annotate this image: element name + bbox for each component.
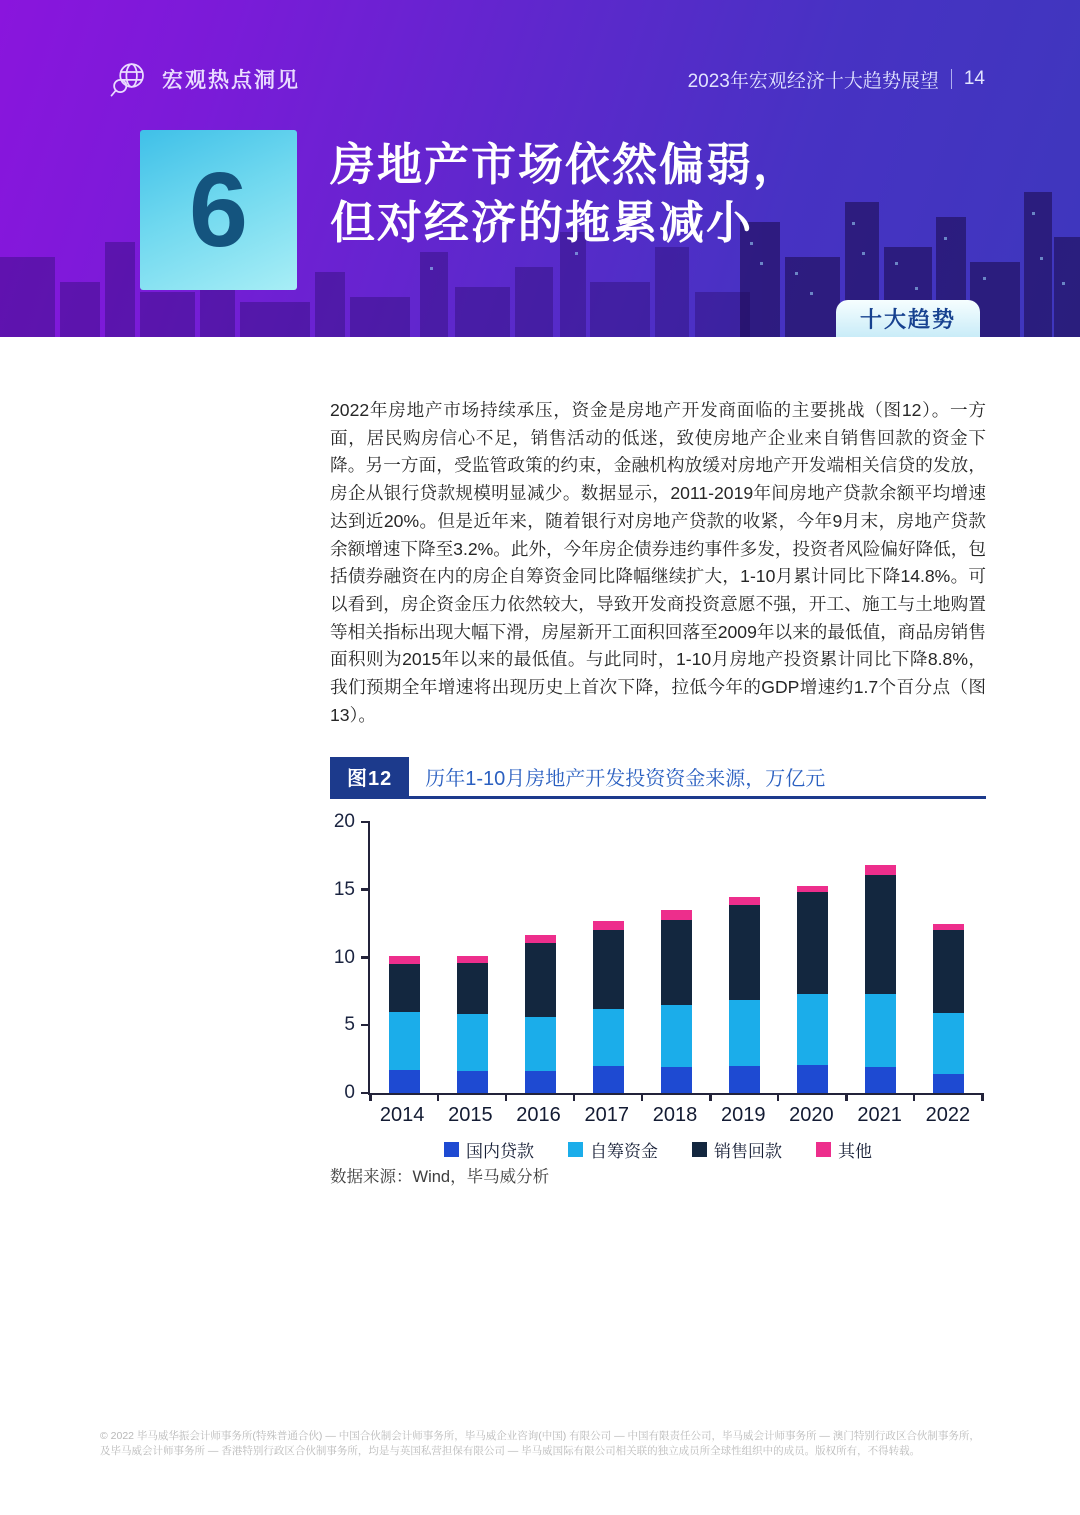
bar-segment	[933, 1074, 964, 1093]
x-axis-category-label: 2022	[925, 1104, 971, 1126]
y-axis-tick-mark	[361, 888, 370, 891]
legend-label: 国内贷款	[466, 1142, 534, 1161]
bar-segment	[933, 1013, 964, 1074]
bar-cell-2017	[574, 822, 642, 1093]
doc-title: 2023年宏观经济十大趋势展望	[687, 70, 939, 92]
page-number: 14	[963, 68, 985, 89]
x-axis-tick-mark	[777, 1093, 780, 1101]
x-axis-tick-mark	[913, 1093, 916, 1101]
x-axis-category-label: 2017	[584, 1104, 630, 1126]
y-axis-tick-mark	[361, 821, 370, 824]
stacked-bar-2015	[457, 956, 488, 1093]
x-axis-tick-mark	[437, 1093, 440, 1101]
legend-label: 其他	[838, 1142, 872, 1161]
stacked-bar-2018	[661, 910, 692, 1093]
separator	[951, 69, 952, 89]
x-axis-category-label: 2020	[789, 1104, 834, 1126]
bar-segment	[593, 921, 624, 930]
bar-segment	[525, 1071, 556, 1093]
figure-label: 图12	[330, 757, 409, 796]
x-axis-tick-mark	[369, 1093, 372, 1101]
bar-cell-2015	[438, 822, 506, 1093]
legend-swatch	[692, 1142, 707, 1157]
legend-item	[692, 1137, 782, 1162]
bar-segment	[865, 994, 896, 1067]
y-axis-tick-mark	[361, 956, 370, 959]
legend-item	[568, 1137, 658, 1162]
legend-label: 自筹资金	[590, 1142, 658, 1161]
y-axis-tick-label: 5	[344, 1014, 355, 1036]
x-axis-category-label: 2019	[720, 1104, 766, 1126]
y-axis-tick-label: 15	[333, 878, 355, 900]
data-source: 数据来源：Wind，毕马威分析	[330, 1168, 550, 1186]
bar-segment	[933, 924, 964, 931]
legend-item	[444, 1137, 534, 1162]
page-header	[108, 58, 985, 100]
x-axis-category-label: 2021	[857, 1104, 902, 1126]
bar-segment	[661, 1005, 692, 1067]
bar-segment	[593, 930, 624, 1009]
trend-title-line1: 房地产市场依然偏弱，	[330, 139, 801, 190]
trend-number: 6	[189, 150, 248, 269]
x-axis-tick-mark	[845, 1093, 848, 1101]
x-axis-tick-mark	[709, 1093, 712, 1101]
stacked-bar-2019	[729, 897, 760, 1093]
bar-segment	[457, 1071, 488, 1093]
trend-number-box	[140, 130, 297, 290]
figure-header	[330, 757, 986, 799]
bar-segment	[457, 956, 488, 963]
body-paragraph: 2022年房地产市场持续承压，资金是房地产开发商面临的主要挑战（图12）。一方面，居民购房信心不足，销售活动的低迷，致使房地产企业来自销售回款的资金下降。另一方面，受监管政策的约束，金融机构放缓对房地产开发端相关信贷的发放，房企从银行贷款规模明显减少。数据显示，2011-2019年间房地产贷款余额平均增速达到近20%。但是近年来，随着银行对房地产贷款的收紧，今年9月末，房地产贷款余额增速下降至3.2%。此外，今年房企债券违约事件多发，投资者风险偏好降低，包括债券融资在内的房企自筹资金同比降幅继续扩大，1-10月累计同比下降14.8%。可以看到，房企资金压力依然较大，导致开发商投资意愿不强，开工、施工与土地购置等相关指标出现大幅下滑，房屋新开工面积回落至2009年以来的最低值，商品房销售面积则为2015年以来的最低值。与此同时，1-10月房地产投资累计同比下降8.8%，我们预期全年增速将出现历史上首次下降，拉低今年的GDP增速约1.7个百分点（图13）。	[330, 400, 986, 725]
bar-cell-2019	[710, 822, 778, 1093]
chart-plot	[333, 811, 982, 1103]
x-axis-tick-mark	[505, 1093, 508, 1101]
bar-segment	[457, 963, 488, 1014]
bar-group	[370, 822, 982, 1093]
bar-cell-2016	[506, 822, 574, 1093]
bar-cell-2022	[914, 822, 982, 1093]
y-axis-tick-label: 10	[333, 946, 355, 968]
bar-segment	[865, 1067, 896, 1093]
stacked-bar-2016	[525, 935, 556, 1094]
bar-segment	[457, 1014, 488, 1071]
ten-trends-badge: 十大趋势	[836, 300, 980, 337]
x-axis-tick-mark	[573, 1093, 576, 1101]
bar-segment	[661, 1067, 692, 1093]
bar-segment	[525, 935, 556, 943]
bar-segment	[593, 1066, 624, 1093]
footer-line2: 及毕马威会计师事务所 — 香港特别行政区合伙制事务所，均是与英国私营担保有限公司 — 毕马威国际有限公司相关联的独立成员所全球性组织中的成员。版权所有，不得转载。	[100, 1445, 921, 1457]
y-axis-tick-label: 0	[344, 1082, 355, 1103]
globe-magnifier-icon	[108, 58, 150, 100]
bar-segment	[865, 875, 896, 994]
trend-title-line2: 但对经济的拖累减小	[330, 197, 754, 248]
bar-segment	[389, 956, 420, 964]
bar-segment	[865, 865, 896, 874]
legend-swatch	[816, 1142, 831, 1157]
bar-segment	[389, 964, 420, 1011]
legend-swatch	[568, 1142, 583, 1157]
bar-cell-2014	[370, 822, 438, 1093]
bar-cell-2018	[642, 822, 710, 1093]
bar-segment	[729, 1066, 760, 1093]
chart-x-labels	[368, 1104, 982, 1127]
bar-segment	[797, 892, 828, 994]
logo-text: 宏观热点洞见	[162, 69, 300, 92]
chart-legend	[330, 1137, 986, 1162]
legend-swatch	[444, 1142, 459, 1157]
stacked-bar-2014	[389, 956, 420, 1093]
bar-segment	[525, 1017, 556, 1071]
x-axis-tick-mark	[981, 1093, 984, 1101]
bar-segment	[729, 897, 760, 905]
x-axis-category-label: 2016	[516, 1104, 561, 1126]
bar-segment	[729, 905, 760, 1000]
legend-label: 销售回款	[714, 1142, 782, 1161]
stacked-bar-2021	[865, 865, 896, 1093]
x-axis-tick-mark	[641, 1093, 644, 1101]
bar-segment	[797, 994, 828, 1064]
figure-title: 历年1-10月房地产开发投资资金来源，万亿元	[425, 768, 826, 790]
y-axis-tick-mark	[361, 1024, 370, 1027]
x-axis-category-label: 2014	[379, 1104, 425, 1126]
bar-segment	[729, 1000, 760, 1066]
doc-reference	[688, 66, 985, 93]
logo	[108, 58, 300, 100]
stacked-bar-2022	[933, 924, 964, 1093]
x-axis-category-label: 2015	[448, 1104, 493, 1126]
stacked-bar-2017	[593, 921, 624, 1093]
bar-cell-2020	[778, 822, 846, 1093]
bar-segment	[593, 1009, 624, 1066]
trend-title	[330, 136, 800, 252]
legend-item	[816, 1137, 872, 1162]
banner	[0, 0, 1080, 337]
bar-segment	[389, 1070, 420, 1093]
bar-cell-2021	[846, 822, 914, 1093]
footer-legal	[100, 1429, 982, 1459]
stacked-bar-2020	[797, 886, 828, 1093]
bar-segment	[661, 910, 692, 919]
bar-segment	[661, 920, 692, 1005]
bar-segment	[797, 886, 828, 893]
figure-chart	[330, 805, 986, 1165]
x-axis-category-label: 2018	[652, 1104, 698, 1126]
footer-line1: © 2022 毕马威华振会计师事务所(特殊普通合伙) — 中国合伙制会计师事务所，毕马威企业咨询(中国) 有限公司 — 中国有限责任公司，毕马威会计师事务所 — 澳门特别行政区合伙制事务所，	[100, 1430, 980, 1442]
bar-segment	[797, 1065, 828, 1093]
bar-segment	[389, 1012, 420, 1070]
y-axis-tick-label: 20	[333, 811, 355, 832]
bar-segment	[525, 943, 556, 1018]
bar-segment	[933, 930, 964, 1013]
